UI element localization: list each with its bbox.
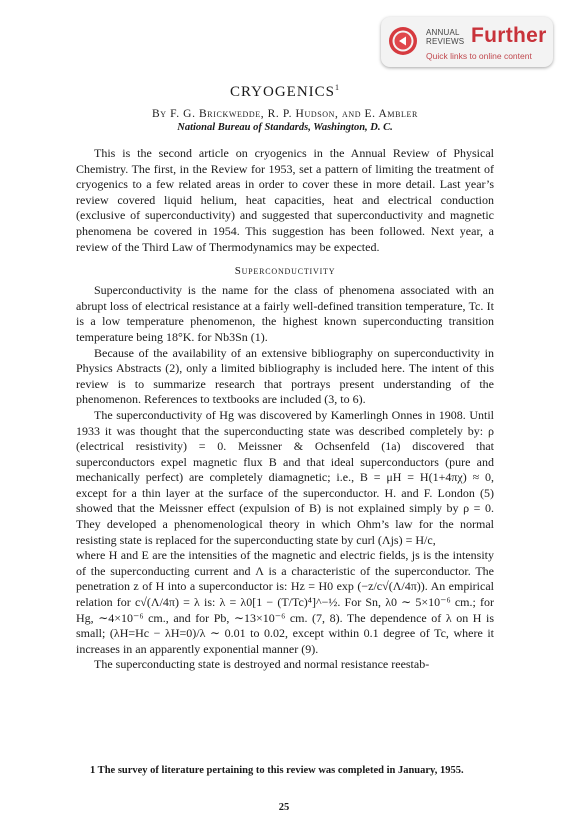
annual-reviews-logo-text bbox=[426, 29, 464, 47]
article-authors: By F. G. Brickwedde, R. P. Hudson, and E. Ambler bbox=[152, 108, 418, 120]
further-links-badge[interactable] bbox=[381, 17, 553, 67]
brand-line-1: ANNUAL bbox=[426, 28, 460, 37]
brand-line-2: REVIEWS bbox=[426, 37, 465, 46]
title-footnote-marker[interactable]: 1 bbox=[335, 83, 341, 92]
body-paragraph-3: The superconductivity of Hg was discovered by Kamerlingh Onnes in 1908. Until 1933 it was thought that the superconducting state was described completely by: ρ (electrical resistivity) = 0. Meissner & Ochsenfeld (1a) discovered that superconductors expel magnetic flux B and that ideal superconductors (pure and mechanically perfect) are completely diamagnetic; i.e., B = μH = H(1+4πχ) ≈ 0, except for a thin layer at the surface of the superconductor. H. and F. London (5) showed that the Meissner effect (expulsion of B) is not explained simply by ρ = 0. They developed a phenomenological theory in which Ohm’s law for the normal resisting state is replaced for the superconducting state by curl (Λjs) = H/c, bbox=[76, 407, 494, 547]
article-affiliation: National Bureau of Standards, Washington, D. C. bbox=[177, 122, 393, 133]
title-text: CRYOGENICS bbox=[229, 84, 336, 100]
body-paragraph-5: The superconducting state is destroyed and normal resistance reestab- bbox=[94, 657, 430, 672]
body-paragraph-2: Because of the availability of an extensive bibliography on superconductivity in Physics Abstracts (2), only a limited bibliography is included here. The intent of this review is to summarize research that portrays present understanding of the phenomenon. References to textbooks are included (3, to 6). bbox=[76, 345, 494, 407]
badge-subtitle[interactable]: Quick links to online content bbox=[426, 51, 532, 61]
article-title bbox=[76, 83, 494, 103]
badge-title[interactable]: Further bbox=[471, 24, 547, 47]
body-paragraph-4: where H and E are the intensities of the magnetic and electric fields, js is the intensity of the superconducting current and Λ is a characteristic of the superconductor. The penetration z of H into a superconductor is: Hz = H0 exp (−z/c√(Λ/4π)). An empirical relation for c√(Λ/4π) = λ is: λ = λ0[1 − (T/Tc)⁴]^−½. For Sn, λ0 ∼ 5×10⁻⁶ cm.; for Hg, ∼4×10⁻⁶ cm., and for Pb, ∼13×10⁻⁶ cm. (7, 8). The dependence of λ on H is small; (λH=Hc − λH=0)/λ ∼ 0.01 to 0.02, except within 0.1 degree of Tc, where it increases in an apparently exponential manner (9). bbox=[76, 548, 494, 656]
section-heading: Superconductivity bbox=[234, 265, 336, 278]
article-page bbox=[76, 80, 494, 673]
body-paragraph-1: Superconductivity is the name for the class of phenomena associated with an abrupt loss of electrical resistance at a fairly well-defined transition temperature, Tc. It is a low temperature phenomenon, the highest known superconducting transition temperature being 18°K. for Nb3Sn (1). bbox=[76, 283, 494, 344]
page-number: 25 bbox=[278, 802, 290, 813]
intro-paragraph: This is the second article on cryogenics in the Annual Review of Physical Chemistry. The first, in the Review for 1953, set a pattern of limiting the treatment of cryogenics to a few related areas in order to cover these in more detail. Last year’s review covered liquid helium, heat capacities, heat and electrical conduction (exclusive of superconductivity) and suggested that superconductivity and magnetic phenomena be covered in 1954. This suggestion has been followed. Next year, a review of the Third Law of Thermodynamics may be expected. bbox=[76, 146, 494, 254]
arrow-left-circle-icon bbox=[388, 26, 418, 56]
footnote: 1 The survey of literature pertaining to this review was completed in January, 1955. bbox=[90, 765, 464, 776]
